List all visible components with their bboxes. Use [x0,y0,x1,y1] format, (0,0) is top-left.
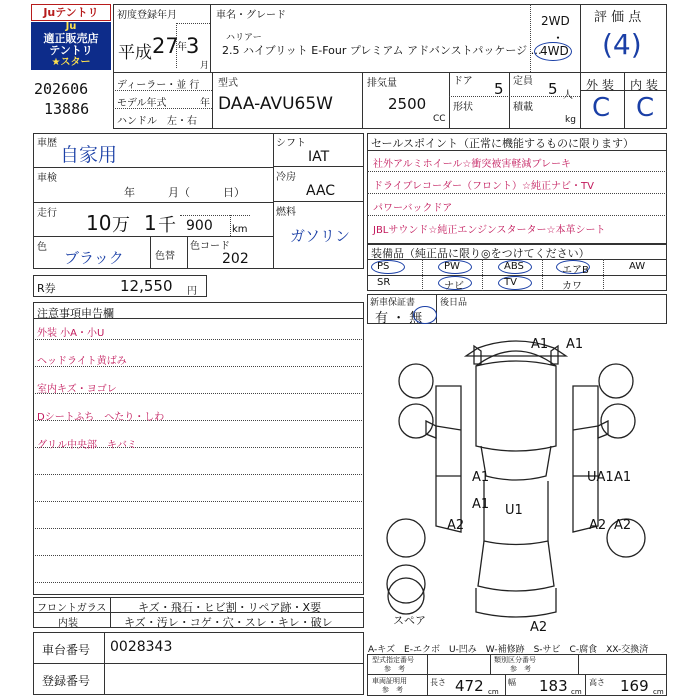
car-name-line1: ハリアー [226,33,262,43]
logo-mid: Ju [65,21,77,32]
exterior-label: 外 装 [586,78,614,92]
model-year-label: モデル年式 [117,98,167,109]
model-type-value: DAA-AVU65W [218,94,333,114]
length-cm: cm [488,688,499,696]
sales-point-item: 社外アルミホイール☆衝突被害軽減ブレーキ [373,159,571,170]
mileage-sen-unit: 千 [158,215,176,236]
color-value: ブラック [64,249,124,267]
history-label: 車歴 [37,138,57,149]
r-ticket-value: 12,550 [120,277,173,295]
warranty-none-circle [413,306,437,324]
width-value: 183 [539,677,568,695]
shift-label: シフト [276,138,306,149]
year-unit: 年 [177,42,187,53]
equipment-item: PW [444,261,460,272]
width-cm: cm [571,688,582,696]
cooler-label: 冷房 [276,172,296,183]
color-code-label: 色コード [190,241,230,252]
interior-label: 内 装 [630,78,658,92]
cc-unit: CC [433,114,446,124]
damage-mark: A2 [589,518,607,533]
kg-unit: kg [565,115,576,125]
color-code-value: 202 [222,251,249,267]
rating-label: 評 価 点 [594,10,642,25]
category-number-label: 類別区分番号 [494,656,536,664]
r-ticket-label: R券 [37,282,56,295]
displacement-label: 排気量 [367,78,397,89]
spare-label: スペア [393,614,426,627]
note-item: ヘッドライト黄ばみ [37,356,127,367]
certificate-ref: 参 考 [382,686,403,694]
front-glass-text: キズ・飛石・ヒビ割・リペア跡・X要 [138,601,322,614]
capacity-label: 定員 [513,76,533,87]
interior-row-label: 内装 [58,618,78,629]
length-label: 長さ [430,678,446,687]
shift-value: IAT [308,149,330,165]
inspection-label: 車検 [37,173,57,184]
car-name-line2: 2.5 ハイブリット E-Four プレミアム アドバンストパッケージ … [222,44,542,57]
shape-label: 形状 [453,102,473,113]
equipment-item: SR [377,277,391,288]
color-label: 色 [37,242,47,253]
sales-point-item: JBLサウンド☆純正エンジンスターター☆本革シート [373,225,606,236]
damage-mark: A1 [472,497,490,512]
equipment-label: 装備品（純正品に限り◎をつけてください） [371,247,590,260]
mileage-rest-value: 900 [186,218,213,234]
length-value: 472 [455,677,484,695]
cooler-value: AAC [306,183,336,199]
warranty-label: 新車保証書 [370,298,416,308]
logo-top: Juテントリ [31,4,111,21]
car-name-label: 車名・グレード [216,10,286,21]
equipment-item: ABS [504,261,524,272]
logo-box [31,4,111,68]
front-glass-label: フロントガラス [37,603,107,614]
type-designation-label: 型式指定番号 [372,656,414,664]
exterior-grade: C [592,93,611,123]
dealer-label: ディーラー・並 行 [117,80,200,91]
interior-grade: C [636,93,655,123]
note-item: Dシートふち へたり・しわ [37,412,165,423]
logo-line1: 適正販売店 [43,32,99,45]
month-value: 3 [186,34,200,58]
damage-legend: A-キズ E-エクボ U-凹み W-補修跡 S-サビ C-腐食 XX-交換済 [368,645,649,655]
damage-mark: UA1 [587,470,614,485]
fuel-value: ガソリン [290,227,351,245]
mileage-man-unit: 万 [112,215,130,236]
equipment-item: エアB [562,265,589,276]
chassis-value: 0028343 [110,639,173,655]
mileage-man-value: 10 [86,211,112,235]
history-value: 自家用 [60,144,118,166]
loading-label: 積載 [513,102,533,113]
logo-line3: ★スター [51,57,91,68]
chassis-label: 車台番号 [42,643,91,657]
note-item: 室内キズ・ヨゴレ [37,384,117,395]
damage-mark: A2 [614,518,632,533]
category-number-ref: 参 考 [510,665,531,673]
damage-mark: A1 [566,337,584,352]
equipment-item: TV [504,277,517,288]
damage-mark: A1 [614,470,632,485]
damage-mark: A1 [531,337,549,352]
logo-line2: テントリ [49,44,93,57]
equipment-item: ナビ [444,281,464,292]
damage-mark: A2 [447,518,465,533]
type-designation-ref: 参 考 [384,665,405,673]
delivery-label: 後日品 [440,298,468,308]
model-type-label: 型式 [218,78,238,89]
damage-mark: A2 [530,620,548,635]
height-value: 169 [620,677,649,695]
mileage-label: 走行 [37,208,57,219]
displacement-value: 2500 [388,95,427,113]
fuel-label: 燃料 [276,207,296,218]
sales-point-item: ドライブレコーダー（フロント）☆純正ナビ・TV [373,181,594,192]
model-year-unit: 年 [200,98,210,109]
person-unit: 人 [563,90,573,101]
era-value: 平成 [118,43,152,62]
handle-label: ハンドル 左・右 [117,116,197,127]
month-unit: 月 [200,61,210,71]
equipment-item: AW [629,261,646,272]
year-value: 27 [152,34,179,58]
width-label: 幅 [508,678,516,687]
sales-points-label: セールスポイント（正常に機能するものに限ります） [371,137,635,150]
sales-point-item: パワーバックドア [373,203,453,214]
sheet-code-2: 13886 [44,100,90,118]
note-item: 外装 小A・小U [37,328,105,339]
warranty-choice: 有 ・ 無 [375,311,423,326]
km-unit: km [232,224,248,235]
note-item: グリル中央部 キバミ [37,440,137,451]
doors-label: ドア [453,76,473,87]
equipment-item: カワ [562,281,582,292]
drive-dot: ・ [552,31,565,45]
sheet-code-1: 202606 [34,80,89,98]
equipment-item: PS [377,261,390,272]
interior-text: キズ・汚レ・コゲ・穴・スレ・キレ・破レ [124,616,333,629]
score-value: (4) [602,28,642,61]
mileage-sen-value: 1 [144,211,157,235]
drive-4wd: 4WD [540,44,569,58]
drive-2wd: 2WD [541,14,570,28]
capacity-value: 5 [548,80,558,98]
inspection-fields: 年 月（ 日） [124,186,245,199]
damage-mark: U1 [505,503,523,518]
notes-label: 注意事項申告欄 [37,307,114,320]
yen-unit: 円 [187,286,197,297]
certificate-label: 車両証明用 [372,677,407,685]
doors-value: 5 [494,80,504,98]
height-cm: cm [653,688,664,696]
logo-body [31,22,111,70]
first-reg-label: 初度登録年月 [117,10,177,21]
damage-mark: A1 [472,470,490,485]
color-change-label: 色替 [155,251,175,262]
height-label: 高さ [589,678,605,687]
registration-label: 登録番号 [42,674,91,688]
